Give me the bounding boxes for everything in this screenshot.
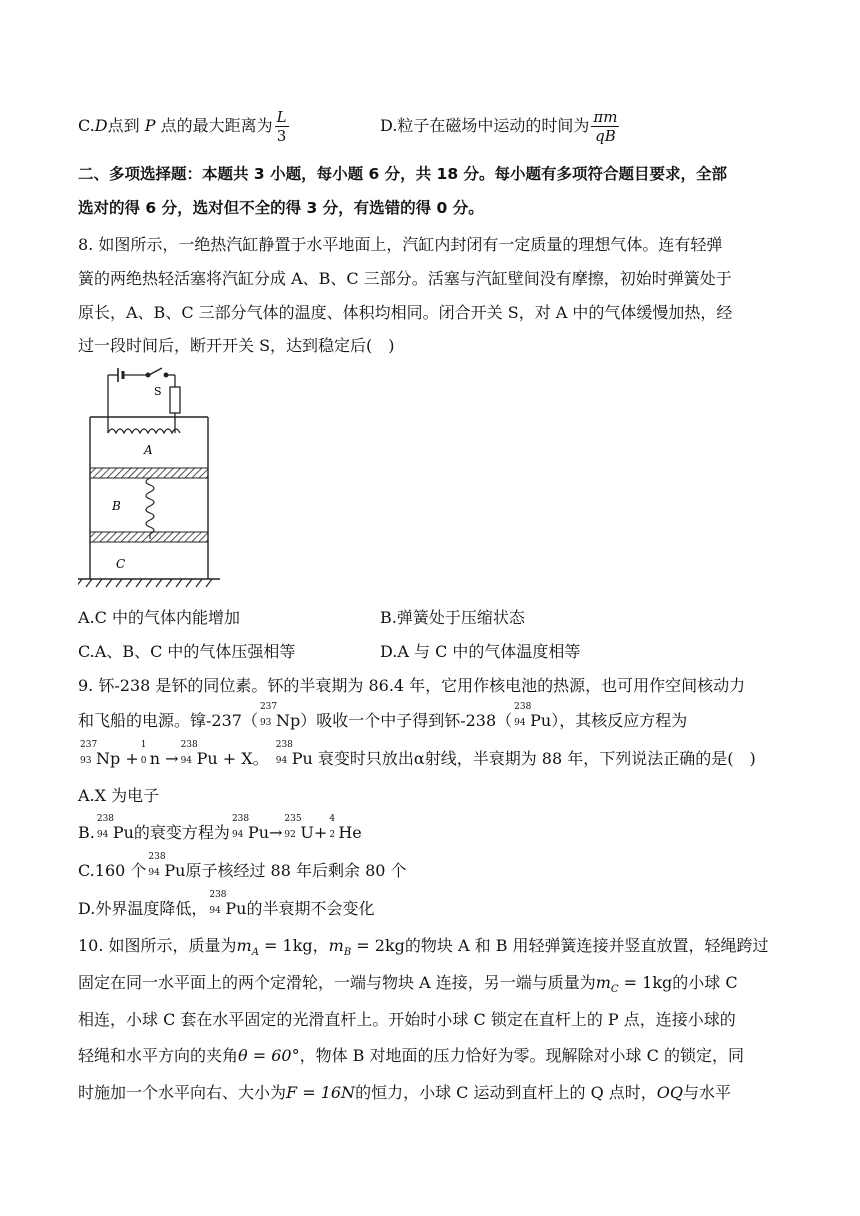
chamber-b-label: B <box>112 499 121 513</box>
u235-nuclide: 235 92 U <box>284 814 314 842</box>
pu238-nuclide: 238 94 Pu <box>96 814 134 842</box>
pu238-nuclide: 238 94 Pu <box>180 740 218 768</box>
fraction-l-over-3: $\frac{L}{3}$ <box>276 108 287 145</box>
section2-heading-line1: 二、多项选择题：本题共 3 小题，每小题 6 分，共 18 分。每小题有多项符合题目要求，全部 <box>78 165 728 183</box>
pu238-nuclide: 238 94 Pu <box>275 740 313 768</box>
q10-stem-line4: 轻绳和水平方向的夹角θ = 60°，物体 B 对地面的压力恰好为零。现解除对小球 C 的锁定，同 <box>78 1046 744 1065</box>
q9-stem-line1: 9. 钚-238 是钚的同位素。钚的半衰期为 86.4 年，它用作核电池的热源，也可用作空间核动力 <box>78 676 746 695</box>
q8-stem-line1: 8. 如图所示，一绝热汽缸静置于水平地面上，汽缸内封闭有一定质量的理想气体。连有轻弹 <box>78 235 723 254</box>
heater-coil-icon <box>108 429 180 433</box>
upper-piston <box>90 468 208 478</box>
pu238-nuclide: 238 94 Pu <box>514 702 552 730</box>
q9-stem-line2: 和飞船的电源。镎-237（ 237 93 Np）吸收一个中子得到钚-238（ 238 94 Pu），其核反应方程为 <box>78 708 687 734</box>
neutron-nuclide: 1 0 n <box>140 740 161 768</box>
np237-nuclide: 237 93 Np <box>80 740 121 768</box>
q10-stem-line3: 相连，小球 C 套在水平固定的光滑直杆上。开始时小球 C 锁定在直杆上的 P 点，连接小球的 <box>78 1010 736 1029</box>
q7-option-d: D.粒子在磁场中运动的时间为 $\frac{\pi m}{qB}$ <box>380 108 618 145</box>
chamber-a-label: A <box>144 443 153 457</box>
chamber-c-label: C <box>116 557 126 571</box>
q8-stem-line2: 簧的两绝热轻活塞将汽缸分成 A、B、C 三部分。活塞与汽缸壁间没有摩擦，初始时弹簧处于 <box>78 269 732 288</box>
q9-option-a: A.X 为电子 <box>78 786 160 805</box>
q8-cylinder-figure <box>78 365 238 595</box>
he4-nuclide: 4 2 He <box>329 814 362 842</box>
spring-icon <box>146 478 154 539</box>
lower-piston <box>90 532 208 542</box>
q9-reaction-line: 237 93 Np + 1 0 n → 238 94 Pu + X。 238 94 Pu 衰变时只放出α射线，半衰期为 88 年，下列说法正确的是( ) <box>78 746 756 772</box>
np237-nuclide: 237 93 Np <box>259 702 301 730</box>
switch-label: S <box>154 385 162 398</box>
q8-option-a: A.C 中的气体内能增加 <box>78 608 240 627</box>
q7-option-c: C.D点到 P 点的最大距离为 $\frac{L}{3}$ <box>78 108 287 145</box>
q8-option-c: C.A、B、C 中的气体压强相等 <box>78 642 296 661</box>
q8-stem-line4: 过一段时间后，断开开关 S，达到稳定后( ) <box>78 336 395 355</box>
q8-option-b: B.弹簧处于压缩状态 <box>380 608 525 627</box>
heater-circuit <box>108 368 180 433</box>
q10-stem-line1: 10. 如图所示，质量为$m_A = 1kg$，$m_B = 2kg$的物块 A 和 B 用轻弹簧连接并竖直放置，轻绳跨过 <box>78 936 769 959</box>
q9-option-d: D.外界温度降低， 238 94 Pu的半衰期不会变化 <box>78 896 374 922</box>
pu238-nuclide: 238 94 Pu <box>231 814 270 842</box>
q8-option-d: D.A 与 C 中的气体温度相等 <box>380 642 581 661</box>
q8-stem-line3: 原长，A、B、C 三部分气体的温度、体积均相同。闭合开关 S，对 A 中的气体缓慢加热，经 <box>78 303 733 322</box>
q10-stem-line5: 时施加一个水平向右、大小为F = 16N的恒力，小球 C 运动到直杆上的 Q 点时，OQ与水平 <box>78 1083 732 1102</box>
pu238-nuclide: 238 94 Pu <box>209 890 247 918</box>
ground-hatching <box>78 579 220 587</box>
pu238-nuclide: 238 94 Pu <box>148 852 186 880</box>
fraction-pim-over-qb: $\frac{\pi m}{qB}$ <box>593 108 618 145</box>
section2-heading-line2: 选对的得 6 分，选对但不全的得 3 分，有选错的得 0 分。 <box>78 199 484 217</box>
q9-option-b: B. 238 94 Pu的衰变方程为 238 94 Pu→ 235 92 U+ 4 2 He <box>78 820 362 846</box>
q10-stem-line2: 固定在同一水平面上的两个定滑轮，一端与物块 A 连接，另一端与质量为$m_C = 1kg$的小球 C <box>78 973 738 996</box>
q9-option-c: C.160 个 238 94 Pu原子核经过 88 年后剩余 80 个 <box>78 858 407 884</box>
